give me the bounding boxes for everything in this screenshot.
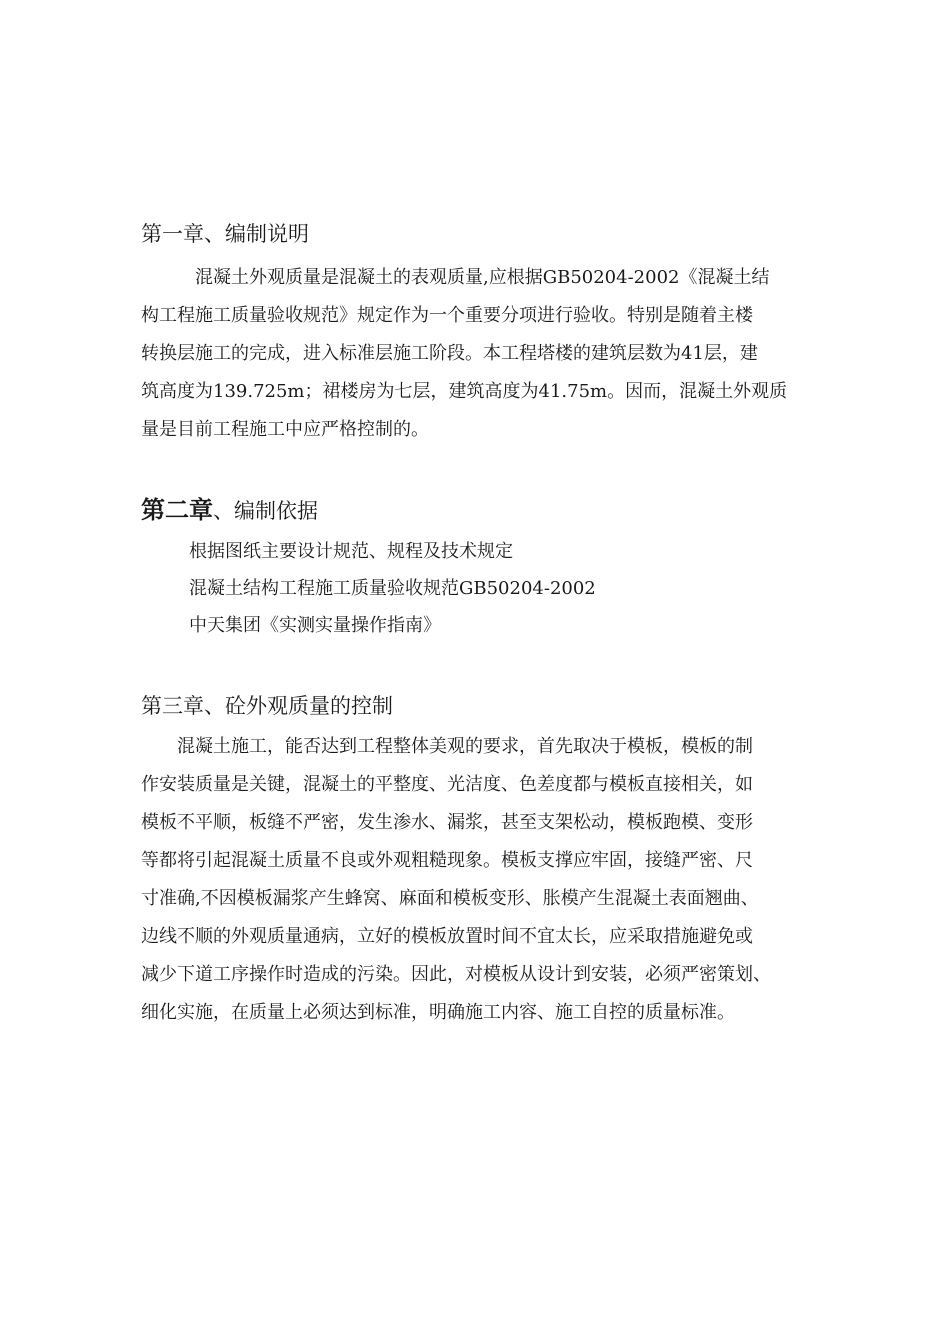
paragraph-line: 作安装质量是关键，混凝土的平整度、光洁度、色差度都与模板直接相关，如 bbox=[141, 774, 753, 795]
chapter-3-heading: 第三章、砼外观质量的控制 bbox=[141, 694, 393, 718]
paragraph-line: 减少下道工序操作时造成的污染。因此，对模板从设计到安装，必须严密策划、 bbox=[141, 964, 771, 985]
chapter-2-basis-list bbox=[189, 533, 596, 644]
chapter-2-number: 第二章 bbox=[141, 496, 213, 524]
chapter-2-heading bbox=[141, 490, 318, 525]
list-item: 中天集团《实测实量操作指南》 bbox=[189, 615, 441, 636]
paragraph-line: 量是目前工程施工中应严格控制的。 bbox=[141, 419, 429, 440]
paragraph-line: 转换层施工的完成，进入标准层施工阶段。本工程塔楼的建筑层数为41层，建 bbox=[141, 343, 758, 364]
chapter-1-heading: 第一章、编制说明 bbox=[141, 222, 309, 246]
paragraph-line: 模板不平顺，板缝不严密，发生渗水、漏浆，甚至支架松动，模板跑模、变形 bbox=[141, 812, 753, 833]
chapter-2-title: 、编制依据 bbox=[213, 499, 318, 523]
paragraph-line: 筑高度为139.725m；裙楼房为七层，建筑高度为41.75m。因而，混凝土外观质 bbox=[141, 381, 788, 402]
paragraph-line: 寸准确,不因模板漏浆产生蜂窝、麻面和模板变形、胀模产生混凝土表面翘曲、 bbox=[141, 888, 759, 909]
paragraph-line: 边线不顺的外观质量通病，立好的模板放置时间不宜太长，应采取措施避免或 bbox=[141, 926, 753, 947]
chapter-1-paragraph bbox=[141, 259, 787, 449]
list-item: 根据图纸主要设计规范、规程及技术规定 bbox=[189, 541, 513, 562]
chapter-3-paragraph bbox=[141, 728, 771, 1032]
paragraph-line: 构工程施工质量验收规范》规定作为一个重要分项进行验收。特别是随着主楼 bbox=[141, 305, 753, 326]
paragraph-line: 等都将引起混凝土质量不良或外观粗糙现象。模板支撑应牢固，接缝严密、尺 bbox=[141, 850, 753, 871]
paragraph-line: 混凝土施工，能否达到工程整体美观的要求，首先取决于模板，模板的制 bbox=[141, 736, 753, 757]
paragraph-line: 混凝土外观质量是混凝土的表观质量,应根据GB50204-2002《混凝土结 bbox=[141, 267, 770, 288]
list-item: 混凝土结构工程施工质量验收规范GB50204-2002 bbox=[189, 578, 596, 599]
paragraph-line: 细化实施，在质量上必须达到标准，明确施工内容、施工自控的质量标准。 bbox=[141, 1002, 735, 1023]
